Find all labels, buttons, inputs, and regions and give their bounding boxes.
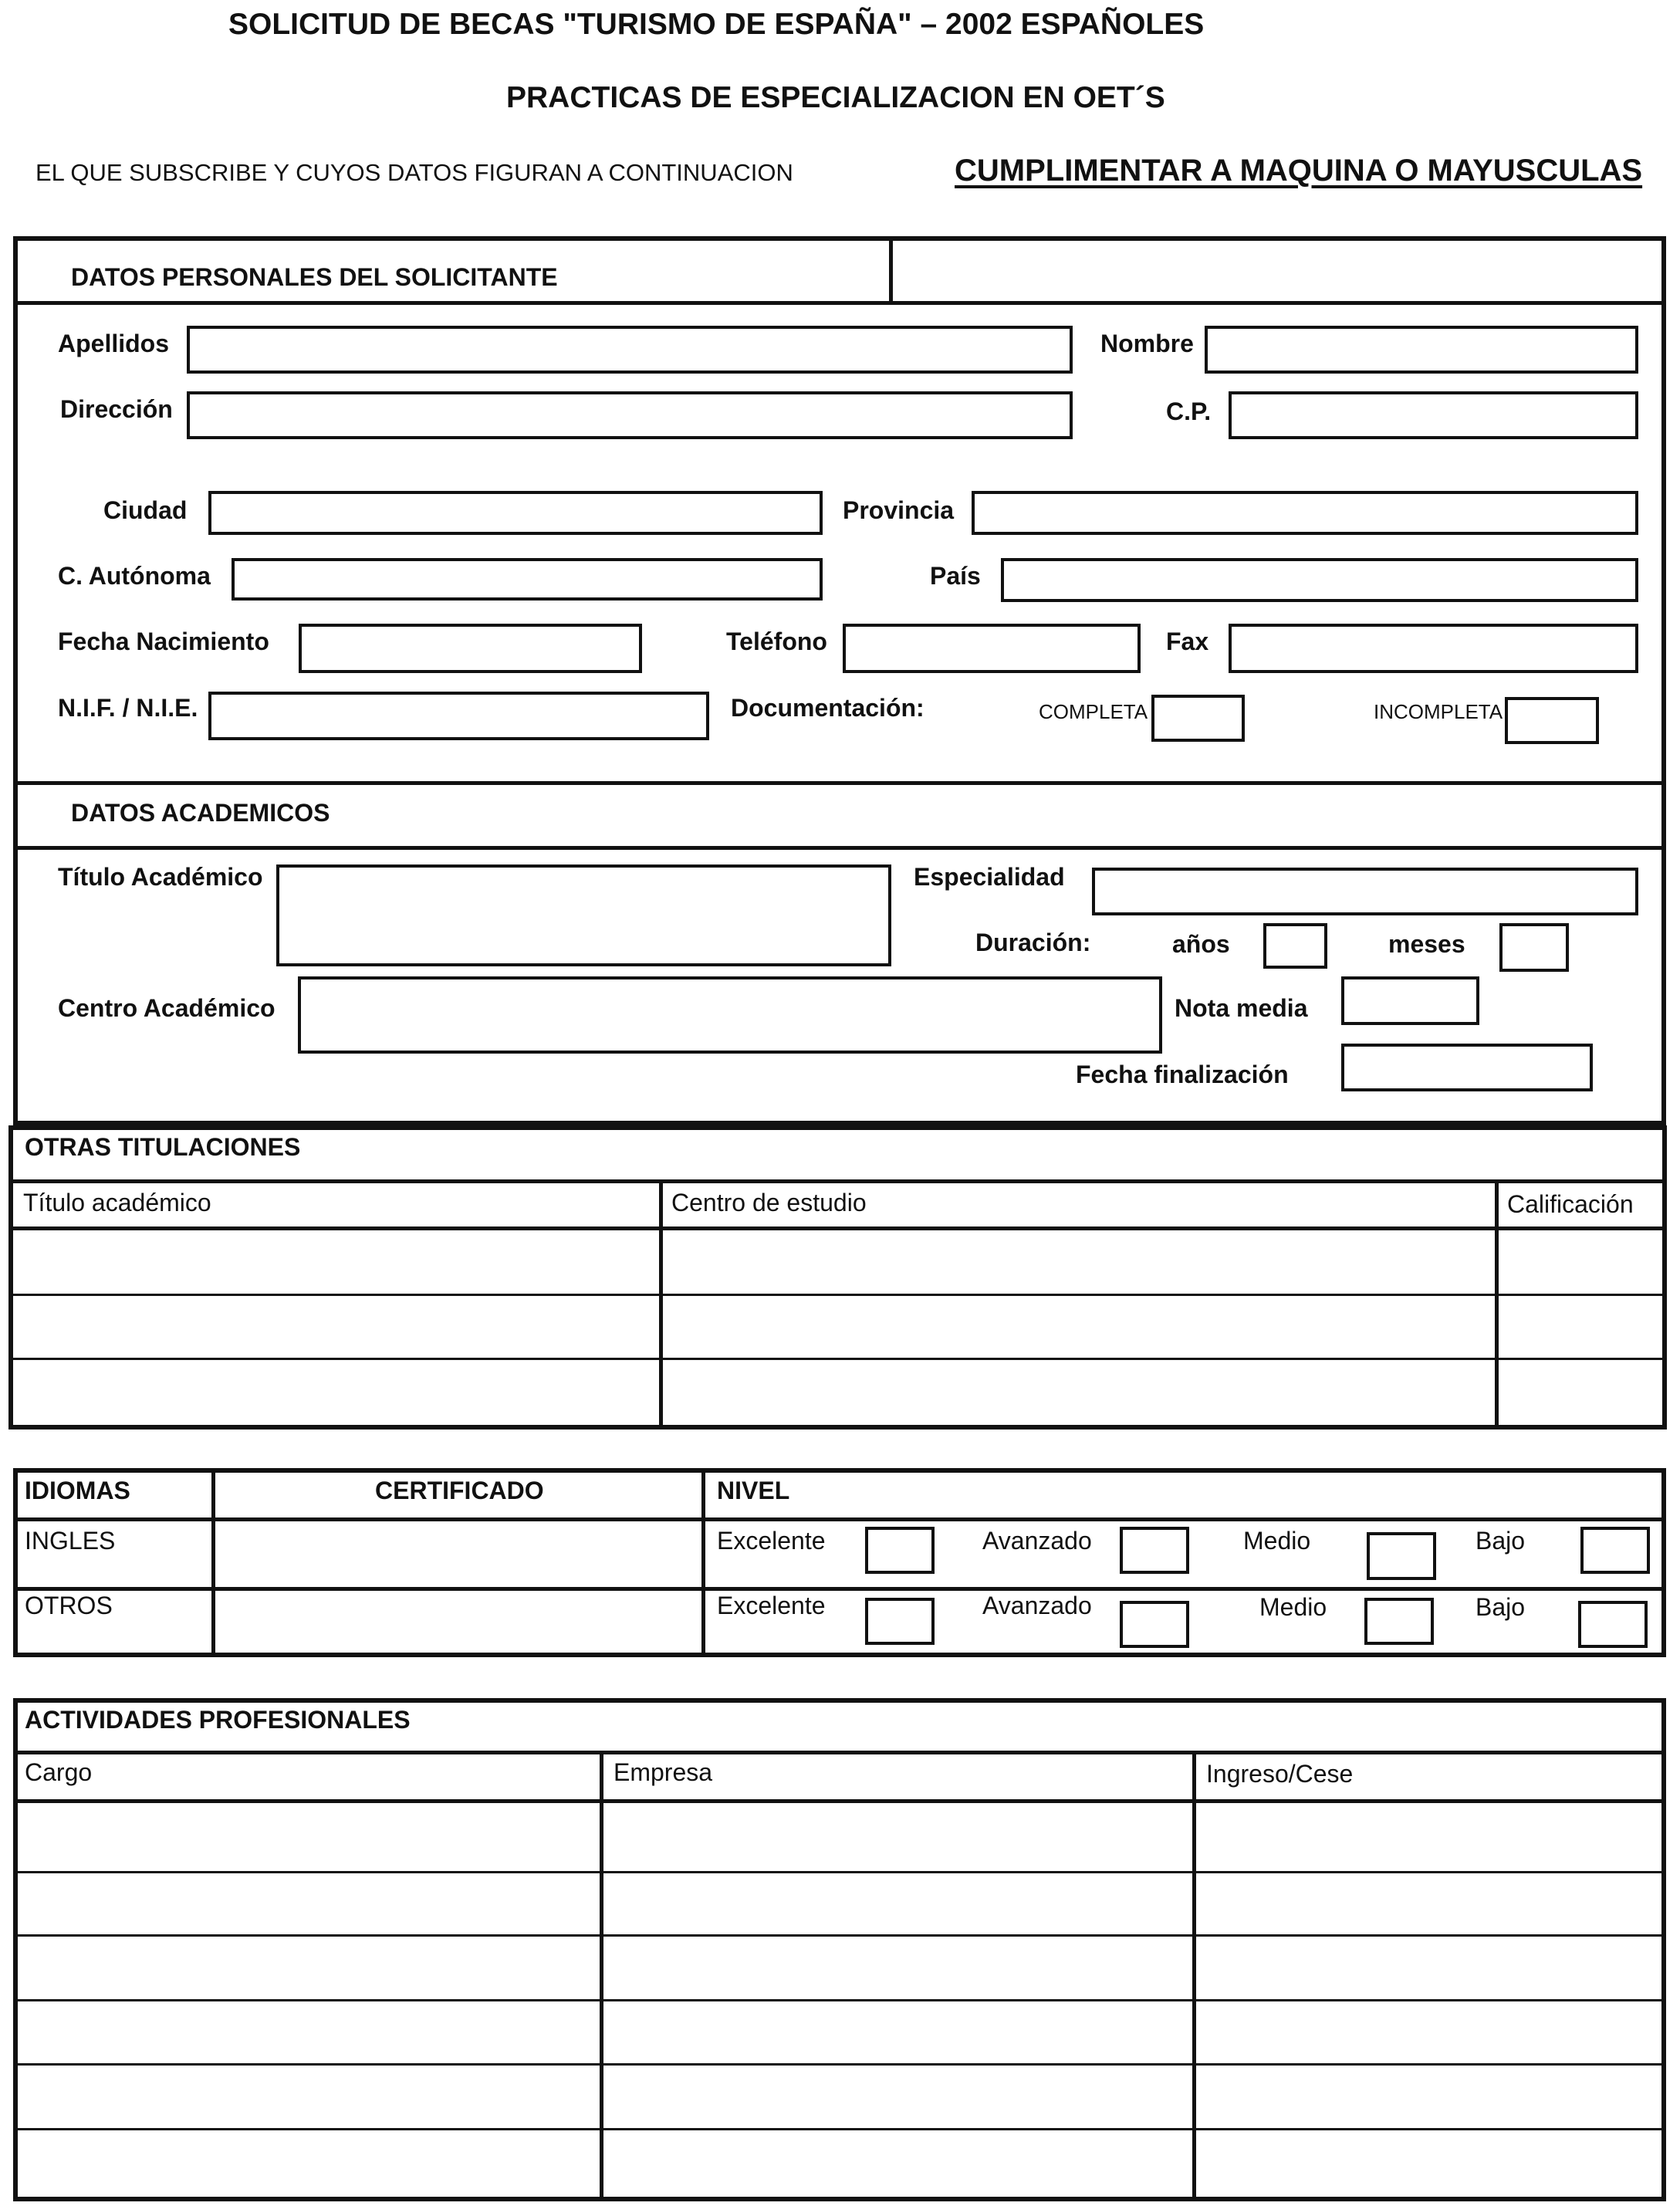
column-header-idiomas: IDIOMAS bbox=[25, 1477, 130, 1504]
divider bbox=[13, 846, 1666, 850]
column-header-centro: Centro de estudio bbox=[671, 1189, 867, 1216]
divider bbox=[13, 1517, 1666, 1521]
divider bbox=[13, 1587, 1666, 1591]
divider bbox=[1192, 1751, 1196, 2201]
form-subtitle: PRACTICAS DE ESPECIALIZACION EN OET´S bbox=[506, 81, 1165, 114]
section-heading-actividades: ACTIVIDADES PROFESIONALES bbox=[25, 1706, 411, 1734]
column-header-nivel: NIVEL bbox=[717, 1477, 790, 1504]
ciudad-label: Ciudad bbox=[103, 496, 188, 524]
intro-text: EL QUE SUBSCRIBE Y CUYOS DATOS FIGURAN A CONTINUACION bbox=[35, 159, 793, 186]
incompleta-checkbox[interactable] bbox=[1505, 697, 1599, 744]
divider bbox=[1495, 1179, 1499, 1430]
divider bbox=[8, 1179, 1667, 1183]
direccion-field[interactable] bbox=[187, 391, 1073, 439]
centro-field[interactable] bbox=[298, 976, 1162, 1054]
level-label: Excelente bbox=[717, 1592, 826, 1619]
completa-label: COMPLETA bbox=[1039, 700, 1148, 723]
level-label: Medio bbox=[1259, 1593, 1327, 1621]
divider bbox=[8, 1226, 1667, 1230]
column-header-titulo: Título académico bbox=[23, 1189, 211, 1216]
table-row bbox=[8, 1358, 1667, 1360]
column-header-calificacion: Calificación bbox=[1507, 1190, 1634, 1218]
table-row bbox=[13, 1999, 1666, 2001]
nif-field[interactable] bbox=[208, 692, 709, 740]
column-header-empresa: Empresa bbox=[614, 1758, 713, 1786]
ingles-excelente-checkbox[interactable] bbox=[865, 1527, 935, 1574]
idioma-ingles: INGLES bbox=[25, 1527, 116, 1555]
divider bbox=[13, 1751, 1666, 1754]
nombre-label: Nombre bbox=[1100, 330, 1194, 357]
nacimiento-field[interactable] bbox=[299, 624, 642, 673]
section-heading-personal: DATOS PERSONALES DEL SOLICITANTE bbox=[71, 263, 558, 291]
level-label: Bajo bbox=[1475, 1527, 1526, 1555]
level-label: Avanzado bbox=[982, 1592, 1092, 1619]
meses-label: meses bbox=[1388, 930, 1465, 958]
ingles-avanzado-checkbox[interactable] bbox=[1120, 1527, 1189, 1574]
meses-field[interactable] bbox=[1499, 923, 1569, 972]
completa-checkbox[interactable] bbox=[1151, 695, 1245, 742]
table-row bbox=[13, 1871, 1666, 1873]
column-header-cargo: Cargo bbox=[25, 1758, 93, 1786]
fax-label: Fax bbox=[1166, 628, 1209, 655]
divider bbox=[889, 236, 893, 303]
finalizacion-field[interactable] bbox=[1341, 1044, 1593, 1091]
ciudad-field[interactable] bbox=[208, 491, 823, 535]
cp-field[interactable] bbox=[1229, 391, 1638, 439]
especialidad-label: Especialidad bbox=[914, 863, 1065, 891]
otros-avanzado-checkbox[interactable] bbox=[1120, 1601, 1189, 1648]
fax-field[interactable] bbox=[1229, 624, 1638, 673]
nombre-field[interactable] bbox=[1205, 326, 1638, 374]
divider bbox=[13, 1799, 1666, 1803]
duracion-label: Duración: bbox=[975, 929, 1091, 956]
divider bbox=[13, 781, 1666, 785]
telefono-field[interactable] bbox=[843, 624, 1141, 673]
otros-medio-checkbox[interactable] bbox=[1364, 1598, 1434, 1645]
titulo-label: Título Académico bbox=[58, 863, 263, 891]
divider bbox=[600, 1751, 603, 2201]
autonoma-field[interactable] bbox=[232, 558, 823, 601]
otras-titulaciones-table bbox=[8, 1125, 1667, 1430]
direccion-label: Dirección bbox=[60, 395, 173, 423]
actividades-table bbox=[13, 1698, 1666, 2201]
pais-field[interactable] bbox=[1001, 558, 1638, 602]
divider bbox=[211, 1468, 215, 1657]
nota-label: Nota media bbox=[1175, 994, 1308, 1022]
level-label: Avanzado bbox=[982, 1527, 1092, 1555]
anos-label: años bbox=[1172, 930, 1230, 958]
apellidos-field[interactable] bbox=[187, 326, 1073, 374]
autonoma-label: C. Autónoma bbox=[58, 562, 211, 590]
section-heading-otras: OTRAS TITULACIONES bbox=[25, 1133, 301, 1161]
table-row bbox=[13, 2063, 1666, 2066]
anos-field[interactable] bbox=[1263, 923, 1327, 969]
divider bbox=[659, 1179, 663, 1430]
level-label: Medio bbox=[1243, 1527, 1311, 1555]
cp-label: C.P. bbox=[1166, 398, 1212, 425]
table-row bbox=[13, 1934, 1666, 1937]
form-title: SOLICITUD DE BECAS "TURISMO DE ESPAÑA" – 2002 ESPAÑOLES bbox=[228, 8, 1205, 41]
provincia-field[interactable] bbox=[972, 491, 1638, 535]
column-header-certificado: CERTIFICADO bbox=[375, 1477, 544, 1504]
table-row bbox=[8, 1294, 1667, 1296]
divider bbox=[13, 301, 1666, 305]
nota-field[interactable] bbox=[1341, 976, 1479, 1025]
especialidad-field[interactable] bbox=[1092, 868, 1638, 915]
otros-bajo-checkbox[interactable] bbox=[1578, 1601, 1648, 1648]
section-heading-academic: DATOS ACADEMICOS bbox=[71, 799, 330, 827]
apellidos-label: Apellidos bbox=[58, 330, 170, 357]
centro-label: Centro Académico bbox=[58, 994, 275, 1022]
idioma-otros: OTROS bbox=[25, 1592, 113, 1619]
level-label: Bajo bbox=[1475, 1593, 1526, 1621]
provincia-label: Provincia bbox=[843, 496, 955, 524]
pais-label: País bbox=[930, 562, 981, 590]
nacimiento-label: Fecha Nacimiento bbox=[58, 628, 269, 655]
ingles-medio-checkbox[interactable] bbox=[1367, 1532, 1436, 1580]
finalizacion-label: Fecha finalización bbox=[1076, 1061, 1289, 1088]
telefono-label: Teléfono bbox=[726, 628, 827, 655]
otros-excelente-checkbox[interactable] bbox=[865, 1598, 935, 1645]
incompleta-label: INCOMPLETA bbox=[1374, 700, 1503, 723]
documentacion-label: Documentación: bbox=[731, 694, 925, 722]
ingles-bajo-checkbox[interactable] bbox=[1580, 1527, 1650, 1574]
divider bbox=[701, 1468, 705, 1657]
titulo-field[interactable] bbox=[276, 864, 891, 966]
nif-label: N.I.F. / N.I.E. bbox=[58, 694, 198, 722]
level-label: Excelente bbox=[717, 1527, 826, 1555]
table-row bbox=[13, 2128, 1666, 2130]
fill-instruction: CUMPLIMENTAR A MAQUINA O MAYUSCULAS bbox=[955, 154, 1643, 188]
column-header-ingreso-cese: Ingreso/Cese bbox=[1206, 1760, 1354, 1788]
